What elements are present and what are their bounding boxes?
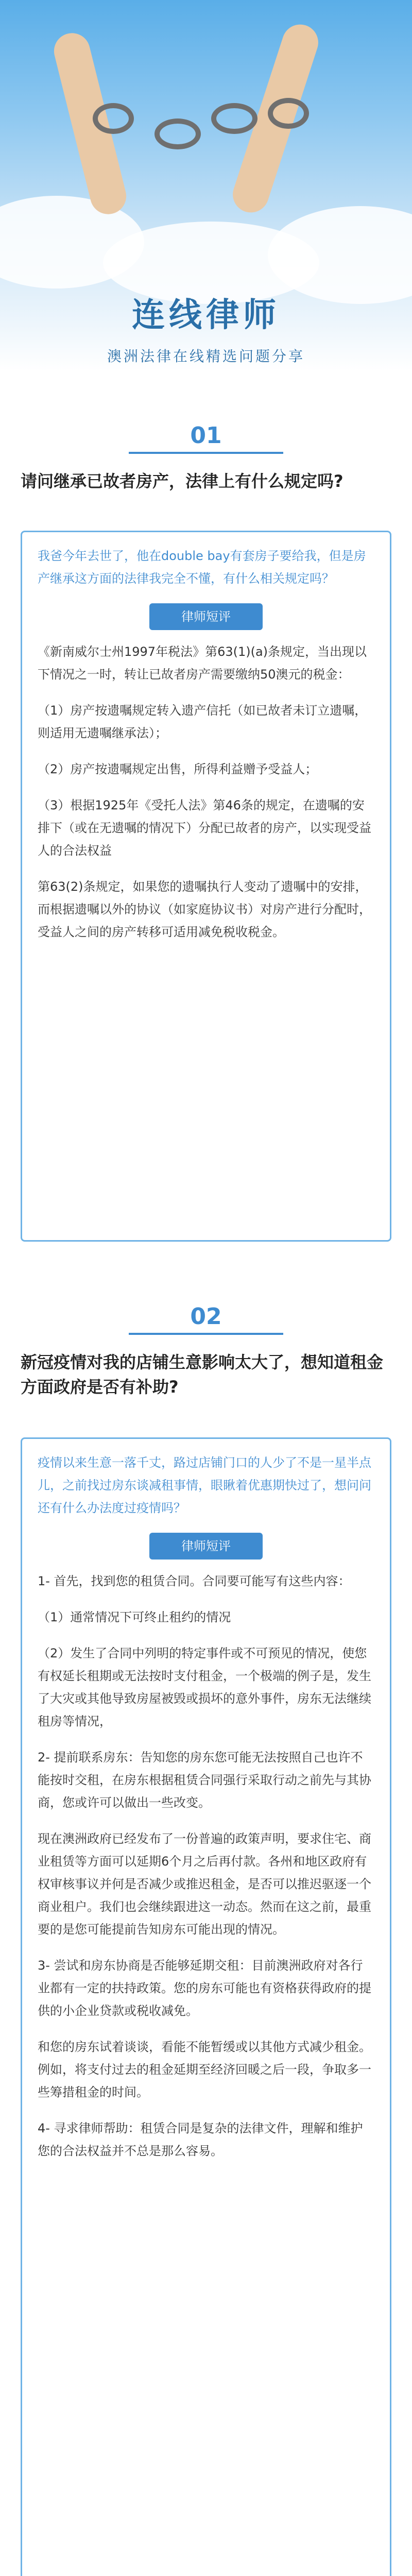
- section-number-text: 01: [190, 422, 222, 449]
- question-text: 我爸今年去世了，他在double bay有套房子要给我，但是房产继承这方面的法律我完全不懂，有什么相关规定吗？: [38, 549, 366, 586]
- answer-paragraph: 《新南威尔士州1997年税法》第63(1)(a)条规定，当出现以下情况之一时，转让已故者房产需要缴纳50澳元的税金：: [38, 645, 367, 682]
- answer-paragraph: （1）房产按遗嘱规定转入遗产信托（如已故者未订立遗嘱，则适用无遗嘱继承法）；: [38, 703, 367, 740]
- broken-chain-icon: [211, 103, 258, 134]
- section-number-text: 02: [190, 1303, 222, 1330]
- section-number-2: [0, 1303, 412, 1335]
- answer-paragraph: 和您的房东试着谈谈，看能不能暂缓或以其他方式减少租金。例如，将支付过去的租金延期至经济回暖之后一段，争取多一些筹措租金的时间。: [38, 2040, 371, 2099]
- answer-paragraph: 现在澳洲政府已经发布了一份普遍的政策声明，要求住宅、商业租赁等方面可以延期6个月之后再付款。各州和地区政府有权审核事议并何是否减少或推迟租金，是否可以推迟驱逐一个商业租户。我们也会继续跟进这一动态。然而在这之前，最重要的是您可能提前告知房东可能出现的情况。: [38, 1832, 371, 1937]
- hero-title-block: [0, 289, 412, 366]
- question-title: 新冠疫情对我的店铺生意影响太大了，想知道租金方面政府是否有补助?: [21, 1352, 384, 1397]
- handcuff-icon: [268, 98, 309, 129]
- question-title: 请问继承已故者房产，法律上有什么规定吗?: [21, 471, 344, 491]
- hero-banner: [0, 0, 412, 371]
- answer-paragraph: （3）根据1925年《受托人法》第46条的规定，在遗嘱的安排下（或在无遗嘱的情况下）分配已故者的房产，以实现受益人的合法权益: [38, 798, 371, 858]
- section-divider: [129, 1333, 283, 1335]
- page-subtitle: 澳洲法律在线精选问题分享: [107, 348, 305, 365]
- answer-paragraph: （2）房产按遗嘱规定出售，所得利益赠予受益人；: [38, 762, 318, 776]
- answer-paragraph: 2- 提前联系房东：告知您的房东您可能无法按照自己也许不能按时交租，在房东根据租赁合同强行采取行动之前先与其协商，您或许可以做出一些改变。: [38, 1750, 371, 1810]
- answer-tag: 律师短评: [149, 603, 263, 630]
- answer-card: [21, 531, 391, 1242]
- answer-paragraph: 第63(2)条规定，如果您的遗嘱执行人变动了遗嘱中的安排，而根据遗嘱以外的协议（如家庭协议书）对房产进行分配时，受益人之间的房产转移可适用减免税收税金。: [38, 879, 371, 939]
- page-title: 连线律师: [132, 296, 280, 334]
- answer-card: [21, 1437, 391, 2576]
- broken-chain-icon: [154, 118, 201, 149]
- handcuff-icon: [93, 103, 134, 134]
- section-number-1: [0, 422, 412, 454]
- answer-paragraph: 4- 寻求律师帮助：租赁合同是复杂的法律文件，理解和维护您的合法权益并不总是那么容易。: [38, 2121, 363, 2158]
- question-text: 疫情以来生意一落千丈，路过店铺门口的人少了不是一星半点儿，之前找过房东谈减租事情，眼瞅着优惠期快过了，想问问还有什么办法度过疫情吗？: [38, 1455, 371, 1515]
- answer-paragraph: （2）发生了合同中列明的特定事件或不可预见的情况，使您有权延长租期或无法按时支付租金，一个极端的例子是，发生了大灾或其他导致房屋被毁或损坏的意外事件，房东无法继续租房等情况，: [38, 1646, 371, 1728]
- answer-paragraph: 1- 首先，找到您的租赁合同。合同要可能写有这些内容：: [38, 1574, 351, 1588]
- answer-paragraph: 3- 尝试和房东协商是否能够延期交租：目前澳洲政府对各行业都有一定的扶持政策。您的房东可能也有资格获得政府的提供的小企业贷款或税收减免。: [38, 1958, 371, 2018]
- section-divider: [129, 452, 283, 454]
- answer-paragraph: （1）通常情况下可终止租约的情况: [38, 1610, 231, 1624]
- answer-tag: 律师短评: [149, 1533, 263, 1560]
